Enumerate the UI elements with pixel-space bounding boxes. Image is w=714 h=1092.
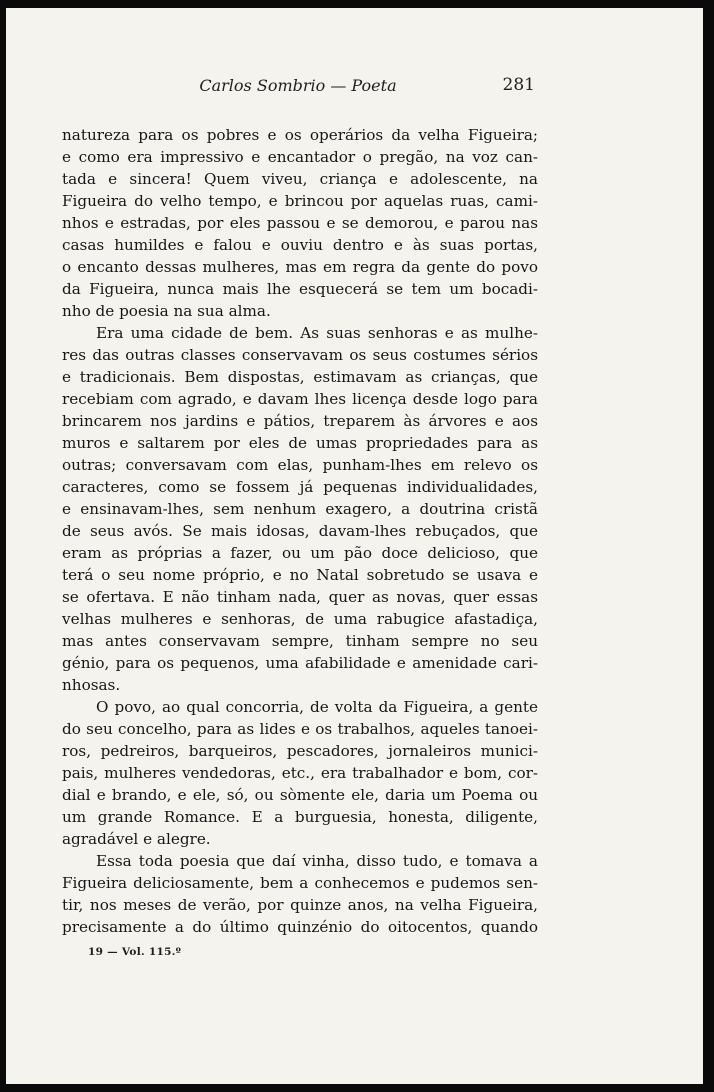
text-line: muros e saltarem por eles de umas propriedades para as bbox=[62, 434, 538, 452]
page-number: 281 bbox=[502, 75, 535, 95]
text-line: precisamente a do último quinzénio do oitocentos, quando bbox=[62, 918, 538, 936]
text-line: e como era impressivo e encantador o pregão, na voz can- bbox=[62, 148, 538, 166]
text-line: eram as próprias a fazer, ou um pão doce delicioso, que bbox=[62, 544, 538, 562]
paragraph bbox=[62, 124, 538, 322]
text-line: o encanto dessas mulheres, mas em regra da gente do povo bbox=[62, 258, 538, 276]
text-line: tada e sincera! Quem viveu, criança e adolescente, na bbox=[62, 170, 538, 188]
paragraph bbox=[62, 850, 538, 938]
text-line: casas humildes e falou e ouviu dentro e às suas portas, bbox=[62, 236, 538, 254]
paragraph bbox=[62, 696, 538, 850]
text-line: dial e brando, e ele, só, ou sòmente ele, daria um Poema ou bbox=[62, 786, 538, 804]
text-line: outras; conversavam com elas, punham-lhes em relevo os bbox=[62, 456, 538, 474]
text-line: agradável e alegre. bbox=[62, 830, 211, 848]
text-line: e ensinavam-lhes, sem nenhum exagero, a doutrina cristã bbox=[62, 500, 538, 518]
text-line: pais, mulheres vendedoras, etc., era trabalhador e bom, cor- bbox=[62, 764, 538, 782]
text-line: ros, pedreiros, barqueiros, pescadores, jornaleiros munici- bbox=[62, 742, 538, 760]
text-line: brincarem nos jardins e pátios, treparem às árvores e aos bbox=[62, 412, 538, 430]
text-line: nho de poesia na sua alma. bbox=[62, 302, 271, 320]
running-title: Carlos Sombrio — Poeta bbox=[199, 76, 397, 95]
text-line: caracteres, como se fossem já pequenas individualidades, bbox=[62, 478, 538, 496]
book-page bbox=[6, 8, 703, 1084]
page-header bbox=[61, 74, 535, 100]
text-line: nhosas. bbox=[62, 676, 121, 694]
text-line: e tradicionais. Bem dispostas, estimavam as crianças, que bbox=[62, 368, 538, 386]
text-line: génio, para os pequenos, uma afabilidade e amenidade cari- bbox=[62, 654, 538, 672]
text-line: tir, nos meses de verão, por quinze anos, na velha Figueira, bbox=[62, 896, 538, 914]
text-line: mas antes conservavam sempre, tinham sempre no seu bbox=[62, 632, 538, 650]
text-line: de seus avós. Se mais idosas, davam-lhes rebuçados, que bbox=[62, 522, 538, 540]
text-line: recebiam com agrado, e davam lhes licença desde logo para bbox=[62, 390, 538, 408]
text-line: Figueira do velho tempo, e brincou por aquelas ruas, cami- bbox=[62, 192, 538, 210]
text-line: do seu concelho, para as lides e os trabalhos, aqueles tanoei- bbox=[62, 720, 538, 738]
text-line: da Figueira, nunca mais lhe esquecerá se tem um bocadi- bbox=[62, 280, 538, 298]
text-line: Essa toda poesia que daí vinha, disso tudo, e tomava a bbox=[96, 852, 538, 870]
text-line: natureza para os pobres e os operários da velha Figueira; bbox=[62, 126, 538, 144]
paragraph bbox=[62, 322, 538, 696]
text-line: nhos e estradas, por eles passou e se demorou, e parou nas bbox=[62, 214, 538, 232]
text-line: Figueira deliciosamente, bem a conhecemos e pudemos sen- bbox=[62, 874, 538, 892]
body-text bbox=[62, 124, 538, 938]
text-line: terá o seu nome próprio, e no Natal sobretudo se usava e bbox=[62, 566, 538, 584]
text-line: um grande Romance. E a burguesia, honesta, diligente, bbox=[62, 808, 538, 826]
text-line: velhas mulheres e senhoras, de uma rabugice afastadiça, bbox=[62, 610, 538, 628]
text-line: O povo, ao qual concorria, de volta da Figueira, a gente bbox=[96, 698, 538, 716]
text-line: res das outras classes conservavam os seus costumes sérios bbox=[62, 346, 538, 364]
text-line: Era uma cidade de bem. As suas senhoras e as mulhe- bbox=[96, 324, 538, 342]
printer-signature: 19 — Vol. 115.º bbox=[88, 946, 182, 958]
text-line: se ofertava. E não tinham nada, quer as novas, quer essas bbox=[62, 588, 538, 606]
